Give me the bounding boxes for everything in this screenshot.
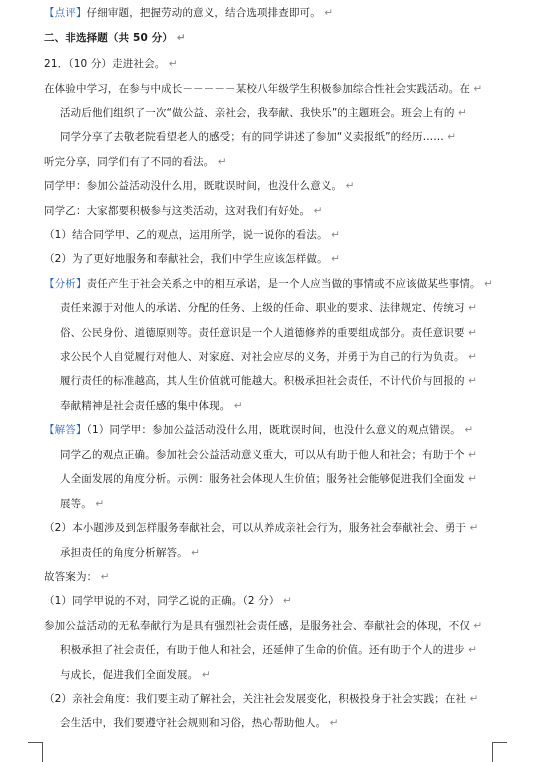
paragraph-mark-icon: ↵ <box>165 58 178 70</box>
paragraph-mark-icon: ↵ <box>470 83 483 95</box>
text-line <box>44 6 333 20</box>
text-line <box>44 155 227 169</box>
paragraph-mark-icon: ↵ <box>230 400 243 412</box>
text-line <box>60 130 456 144</box>
line-text: 仔细审题，把握劳动的意义，结合选项排查即可。 <box>86 7 321 19</box>
line-text: 责任来源于对他人的承诺、分配的任务、上级的任命、职业的要求、法律规定、传统习 <box>60 302 465 314</box>
paragraph-mark-icon: ↵ <box>342 180 355 192</box>
text-line <box>60 106 467 120</box>
text-line <box>60 399 243 413</box>
line-text: 二、非选择题（共 50 分） <box>44 32 174 44</box>
text-line <box>60 374 477 388</box>
line-text: 同学乙的观点正确。参加社会公益活动意义重大，可以从有助于他人和社会；有助于个 <box>60 449 465 461</box>
line-text: 承担责任的角度分析解答。 <box>60 547 188 559</box>
paragraph-mark-icon: ↵ <box>97 571 110 583</box>
paragraph-mark-icon: ↵ <box>470 620 483 632</box>
line-text: （2）为了更好地服务和奉献社会，我们中学生应该怎样做。 <box>44 253 328 265</box>
paragraph-mark-icon: ↵ <box>464 302 478 314</box>
line-text: 会生活中，我们要遵守社会规则和习俗，热心帮助他人。 <box>60 717 327 729</box>
section-tag: 【解答】 <box>44 424 87 436</box>
paragraph-mark-icon: ↵ <box>91 498 105 510</box>
line-text: （1）同学甲：参加公益活动没什么用，既耽误时间，也没什么意义的观点错误。 <box>86 424 461 436</box>
text-line <box>44 277 493 291</box>
paragraph-mark-icon: ↵ <box>198 669 211 681</box>
line-text: 奉献精神是社会责任感的集中体现。 <box>60 400 231 412</box>
line-text: 求公民个人自觉履行对他人、对家庭、对社会应尽的义务，并勇于为自己的行为负责。 <box>60 351 465 363</box>
line-text: 故答案为： <box>44 571 98 583</box>
text-line <box>44 82 482 96</box>
paragraph-mark-icon: ↵ <box>464 351 478 363</box>
paragraph-mark-icon: ↵ <box>460 424 474 436</box>
paragraph-mark-icon: ↵ <box>327 229 341 241</box>
text-line <box>44 594 292 608</box>
line-text: 21．（10 分）走进社会。 <box>44 58 166 70</box>
text-line <box>44 252 340 266</box>
paragraph-mark-icon: ↵ <box>320 7 334 19</box>
text-line <box>44 179 355 193</box>
line-text: 同学分享了去敬老院看望老人的感受；有的同学讲述了参加“义卖报纸”的经历…… <box>60 131 444 143</box>
text-line <box>60 472 477 486</box>
paragraph-mark-icon: ↵ <box>454 107 468 119</box>
text-line <box>60 350 477 364</box>
line-text: （1）同学甲说的不对，同学乙说的正确。（2 分） <box>44 595 280 607</box>
paragraph-mark-icon: ↵ <box>187 547 201 559</box>
paragraph-mark-icon: ↵ <box>464 375 478 387</box>
line-text: （2）本小题涉及到怎样服务奉献社会，可以从养成亲社会行为，服务社会奉献社会、勇于 <box>44 522 467 534</box>
line-text: 与成长，促进我们全面发展。 <box>60 669 199 681</box>
text-line <box>60 643 477 657</box>
text-line <box>44 423 473 437</box>
text-line <box>60 546 200 560</box>
section-tag: 【点评】 <box>44 7 87 19</box>
paragraph-mark-icon: ↵ <box>173 32 186 44</box>
text-line <box>44 619 482 633</box>
line-text: 履行责任的标准越高，其人生价值就可能越大。积极承担社会责任，不计代价与回报的 <box>60 375 465 387</box>
line-text: 参加公益活动的无私奉献行为是具有强烈社会责任感，是服务社会、奉献社会的体现，不仅 <box>44 620 470 632</box>
page-corner-mark-right <box>492 742 507 762</box>
page-corner-mark-left <box>28 742 43 762</box>
text-line <box>60 668 211 682</box>
paragraph-mark-icon: ↵ <box>327 253 341 265</box>
line-text: 听完分享，同学们有了不同的看法。 <box>44 156 215 168</box>
paragraph-mark-icon: ↵ <box>464 449 478 461</box>
line-text: （1）结合同学甲、乙的观点，运用所学，说一说你的看法。 <box>44 229 328 241</box>
text-line <box>60 326 477 340</box>
paragraph-mark-icon: ↵ <box>326 717 339 729</box>
paragraph-mark-icon: ↵ <box>466 693 479 705</box>
paragraph-mark-icon: ↵ <box>464 327 478 339</box>
text-line <box>60 716 339 730</box>
paragraph-mark-icon: ↵ <box>464 473 478 485</box>
text-line <box>60 301 477 315</box>
line-text: 同学甲：参加公益活动没什么用，既耽误时间，也没什么意义。 <box>44 180 343 192</box>
paragraph-mark-icon: ↵ <box>279 595 292 607</box>
line-text: 在体验中学习，在参与中成长－－－－－某校八年级学生积极参加综合性社会实践活动。在 <box>44 83 470 95</box>
line-text: 展等。 <box>60 498 92 510</box>
paragraph-mark-icon: ↵ <box>214 156 227 168</box>
paragraph-mark-icon: ↵ <box>466 522 479 534</box>
section-tag: 【分析】 <box>44 278 87 290</box>
line-text: （2）亲社会角度：我们要主动了解社会，关注社会发展变化，积极投身于社会实践；在社 <box>44 693 467 705</box>
paragraph-mark-icon: ↵ <box>464 644 478 656</box>
text-line <box>60 497 104 511</box>
text-line <box>44 228 340 242</box>
text-line <box>44 57 178 71</box>
text-line <box>44 521 479 535</box>
text-line <box>44 31 186 45</box>
line-text: 人全面发展的角度分析。示例：服务社会体现人生价值；服务社会能够促进我们全面发 <box>60 473 465 485</box>
text-line <box>44 570 110 584</box>
text-line <box>44 692 479 706</box>
paragraph-mark-icon: ↵ <box>310 205 323 217</box>
text-line <box>60 448 477 462</box>
line-text: 责任产生于社会关系之中的相互承诺，是一个人应当做的事情或不应该做某些事情。 <box>86 278 481 290</box>
line-text: 活动后他们组织了一次“做公益、亲社会，我奉献、我快乐”的主题班会。班会上有的 <box>60 107 455 119</box>
line-text: 积极承担了社会责任，有助于他人和社会，还延伸了生命的价值。还有助于个人的进步 <box>60 644 465 656</box>
line-text: 俗、公民身份、道德原则等。责任意识是一个人道德修养的重要组成部分。责任意识要 <box>60 327 465 339</box>
paragraph-mark-icon: ↵ <box>443 131 457 143</box>
paragraph-mark-icon: ↵ <box>480 278 494 290</box>
line-text: 同学乙：大家都要积极参与这类活动，这对我们有好处。 <box>44 205 311 217</box>
text-line <box>44 204 323 218</box>
